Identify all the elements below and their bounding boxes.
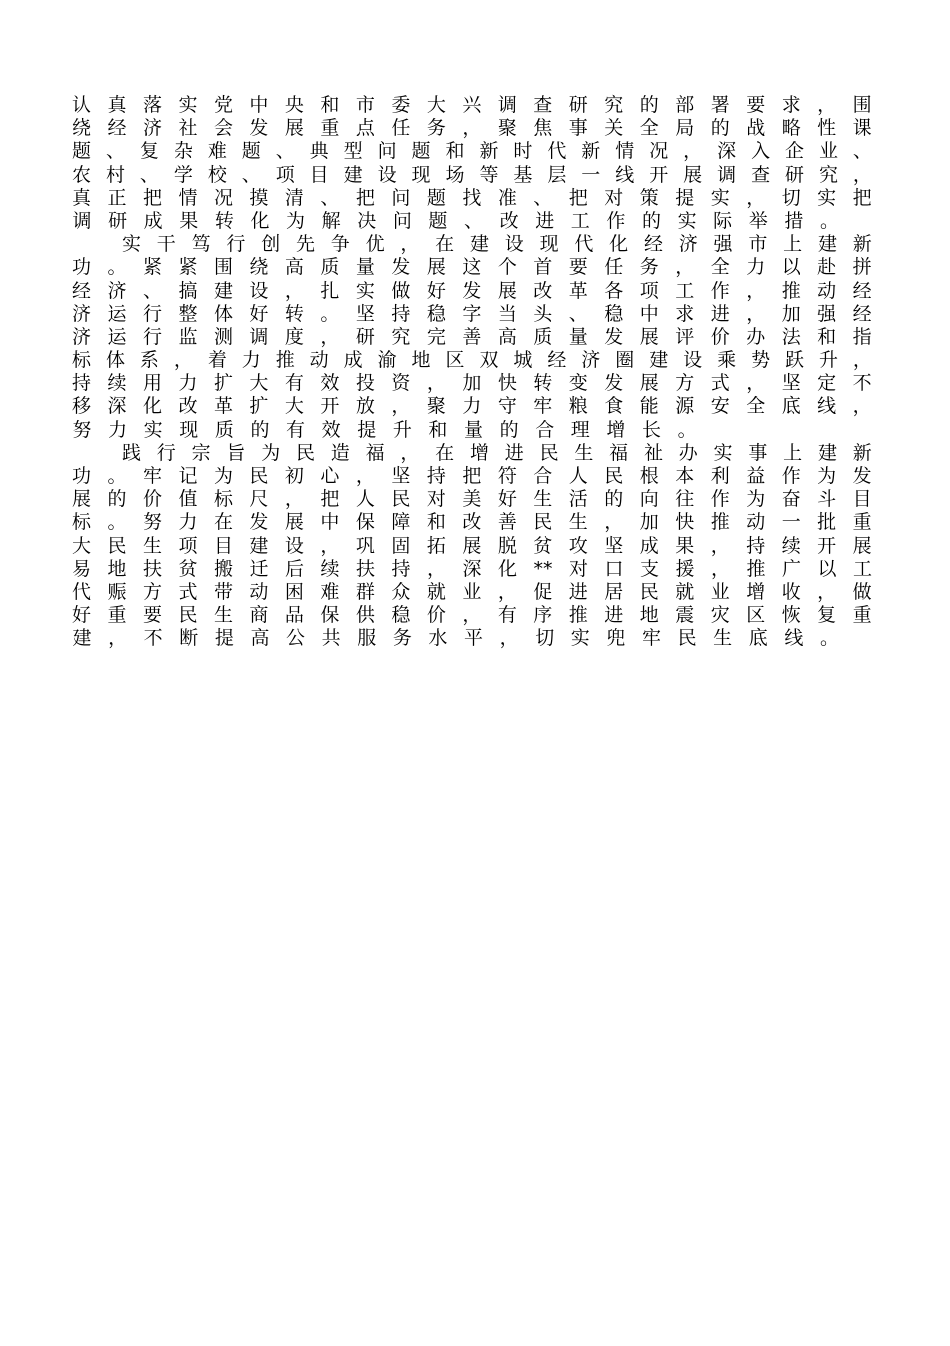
text-line: 认 真 落 实 党 中 央 和 市 委 大 兴 调 查 研 究 的 部 署 要 求 ， 围 — [72, 94, 872, 116]
text-line: 展 的 价 值 标 尺 ， 把 人 民 对 美 好 生 活 的 向 往 作 为 奋 斗 目 — [72, 488, 872, 511]
text-line: 功 。 牢 记 为 民 初 心 ， 坚 持 把 符 合 人 民 根 本 利 益 作 为 发 — [72, 465, 872, 487]
text-line: 实 干 笃 行 创 先 争 优 ， 在 建 设 现 代 化 经 济 强 市 上 建 新 — [122, 233, 872, 256]
text-line: 践 行 宗 旨 为 民 造 福 ， 在 增 进 民 生 福 祉 办 实 事 上 建 新 — [122, 441, 872, 464]
text-line: 济 运 行 整 体 好 转 。 坚 持 稳 字 当 头 、 稳 中 求 进 ， 加 强 经 — [72, 302, 872, 325]
text-line: 功 。 紧 紧 围 绕 高 质 量 发 展 这 个 首 要 任 务 ， 全 力 以 赴 拼 — [72, 256, 872, 279]
text-line: 好 重 要 民 生 商 品 保 供 稳 价 ， 有 序 推 进 地 震 灾 区 恢 复 重 — [72, 604, 872, 627]
text-line: 努 力 实 现 质 的 有 效 提 升 和 量 的 合 理 增 长 。 — [72, 418, 697, 441]
text-line: 农 村 、 学 校 、 项 目 建 设 现 场 等 基 层 一 线 开 展 调 查 研 究 ， — [72, 163, 872, 186]
text-line: 标 体 系 ， 着 力 推 动 成 渝 地 区 双 城 经 济 圈 建 设 乘 势 跃 升 ， — [72, 349, 872, 372]
body-text — [72, 94, 872, 651]
text-line: 经 济 、 搞 建 设 ， 扎 实 做 好 发 展 改 革 各 项 工 作 ， 推 动 经 — [72, 279, 872, 302]
text-line: 大 民 生 项 目 建 设 ， 巩 固 拓 展 脱 贫 攻 坚 成 果 ， 持 续 开 展 — [72, 534, 872, 557]
text-line: 移 深 化 改 革 扩 大 开 放 ， 聚 力 守 牢 粮 食 能 源 安 全 底 线 ， — [72, 395, 872, 418]
text-line: 持 续 用 力 扩 大 有 效 投 资 ， 加 快 转 变 发 展 方 式 ， 坚 定 不 — [72, 372, 872, 395]
text-line: 调 研 成 果 转 化 为 解 决 问 题 、 改 进 工 作 的 实 际 举 措 。 — [72, 209, 839, 232]
text-line: 易 地 扶 贫 搬 迁 后 续 扶 持 ， 深 化 ** 对 口 支 援 ， 推 广 以 工 — [72, 557, 872, 580]
text-line: 题 、 复 杂 难 题 、 典 型 问 题 和 新 时 代 新 情 况 ， 深 入 企 业 、 — [72, 140, 872, 163]
text-line: 标 。 努 力 在 发 展 中 保 障 和 改 善 民 生 ， 加 快 推 动 一 批 重 — [72, 511, 872, 534]
text-line: 建 ， 不 断 提 高 公 共 服 务 水 平 ， 切 实 兜 牢 民 生 底 线 。 — [72, 627, 839, 650]
text-line: 真 正 把 情 况 摸 清 、 把 问 题 找 准 、 把 对 策 提 实 ， 切 实 把 — [72, 186, 872, 209]
text-line: 济 运 行 监 测 调 度 ， 研 究 完 善 高 质 量 发 展 评 价 办 法 和 指 — [72, 325, 872, 348]
text-line: 绕 经 济 社 会 发 展 重 点 任 务 ， 聚 焦 事 关 全 局 的 战 略 性 课 — [72, 117, 872, 140]
text-line: 代 赈 方 式 带 动 困 难 群 众 就 业 ， 促 进 居 民 就 业 增 收 ， 做 — [72, 580, 872, 603]
